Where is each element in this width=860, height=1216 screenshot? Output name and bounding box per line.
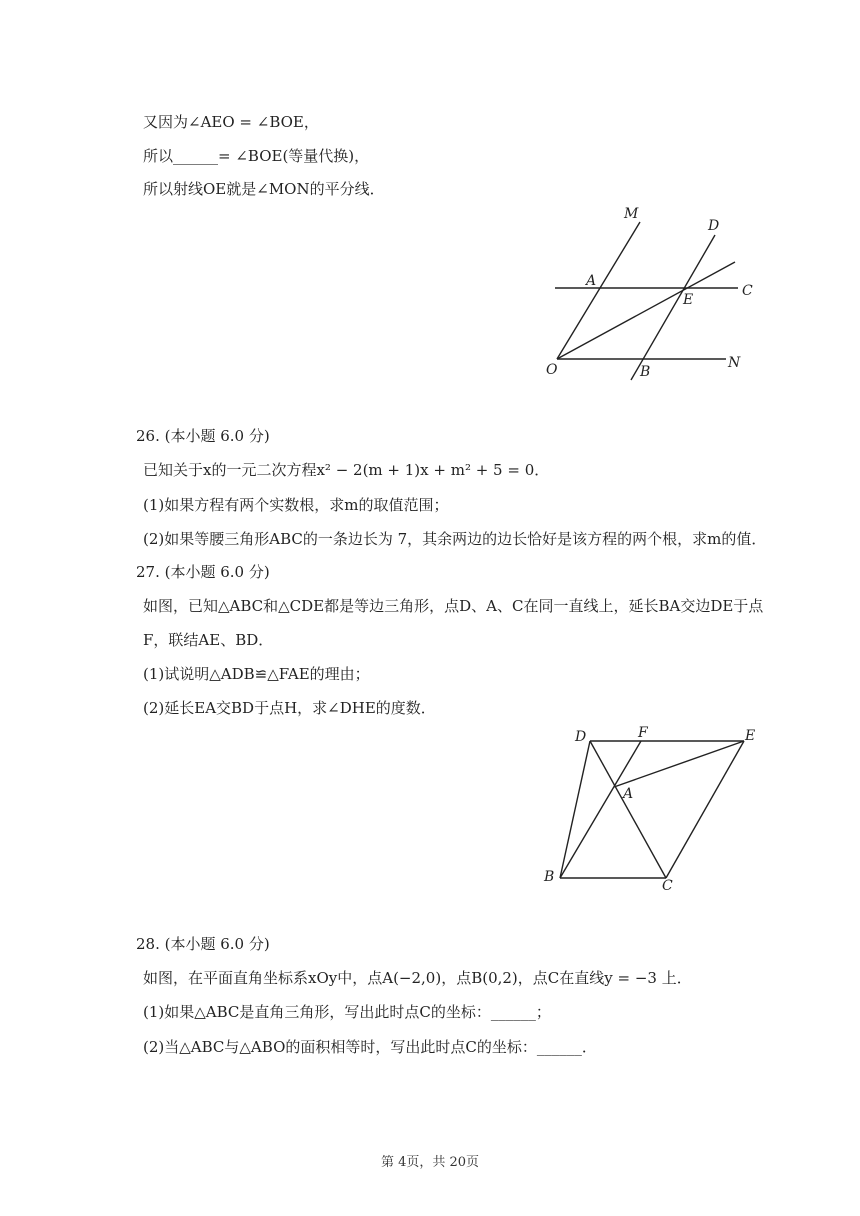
label-O: O	[546, 362, 558, 378]
segment-DC	[590, 741, 666, 878]
proof-line-3: 所以射线OE就是∠MON的平分线．	[143, 180, 385, 198]
label-A: A	[586, 273, 597, 289]
page-footer: 第 4页，共 20页	[380, 1155, 480, 1170]
label-F: F	[638, 725, 648, 741]
q26-line-2: (1)如果方程有两个实数根，求m的取值范围；	[143, 496, 449, 514]
q27-header: 27. (本小题 6.0 分)	[136, 563, 270, 581]
q28-line-3: (2)当△ABC与△ABO的面积相等时，写出此时点C的坐标：______．	[143, 1038, 597, 1056]
label-B: B	[640, 364, 651, 380]
q28-line-2: (1)如果△ABC是直角三角形，写出此时点C的坐标：______；	[143, 1003, 551, 1021]
label-E: E	[745, 728, 756, 744]
label-B: B	[544, 869, 555, 885]
segment-DB	[560, 741, 590, 878]
q27-line-2: F，联结AE、BD．	[143, 631, 274, 649]
proof-line-2: 所以______= ∠BOE(等量代换)，	[143, 147, 370, 165]
segment-BF	[560, 741, 641, 878]
q26-line-3: (2)如果等腰三角形ABC的一条边长为 7，其余两边的边长恰好是该方程的两个根，求m的值．	[143, 530, 767, 548]
segment-EC	[666, 741, 744, 878]
label-E: E	[683, 292, 694, 308]
segment-AE	[614, 741, 744, 787]
label-C: C	[662, 878, 673, 894]
q26-header: 26. (本小题 6.0 分)	[136, 427, 270, 445]
q28-header: 28. (本小题 6.0 分)	[136, 935, 270, 953]
q27-line-3: (1)试说明△ADB≌△FAE的理由；	[143, 665, 370, 683]
label-N: N	[728, 355, 741, 371]
label-M: M	[624, 206, 639, 222]
label-C: C	[742, 283, 753, 299]
line-OM	[557, 222, 640, 359]
q28-line-1: 如图，在平面直角坐标系xOy中，点A(−2,0)，点B(0,2)，点C在直线y = −3 上．	[143, 969, 692, 987]
q26-line-1: 已知关于x的一元二次方程x² − 2(m + 1)x + m² + 5 = 0．	[143, 461, 550, 479]
figure-equilateral-triangles	[538, 722, 770, 894]
figure-angle-bisector	[540, 200, 770, 390]
q27-line-1: 如图，已知△ABC和△CDE都是等边三角形，点D、A、C在同一直线上，延长BA交边DE于点	[143, 597, 764, 615]
line-BD	[631, 235, 715, 380]
label-D: D	[575, 729, 587, 745]
label-D: D	[708, 218, 720, 234]
q27-line-4: (2)延长EA交BD于点H，求∠DHE的度数．	[143, 699, 436, 717]
ray-OE	[557, 262, 735, 359]
proof-line-1: 又因为∠AEO = ∠BOE，	[143, 113, 319, 131]
label-A: A	[623, 786, 634, 802]
